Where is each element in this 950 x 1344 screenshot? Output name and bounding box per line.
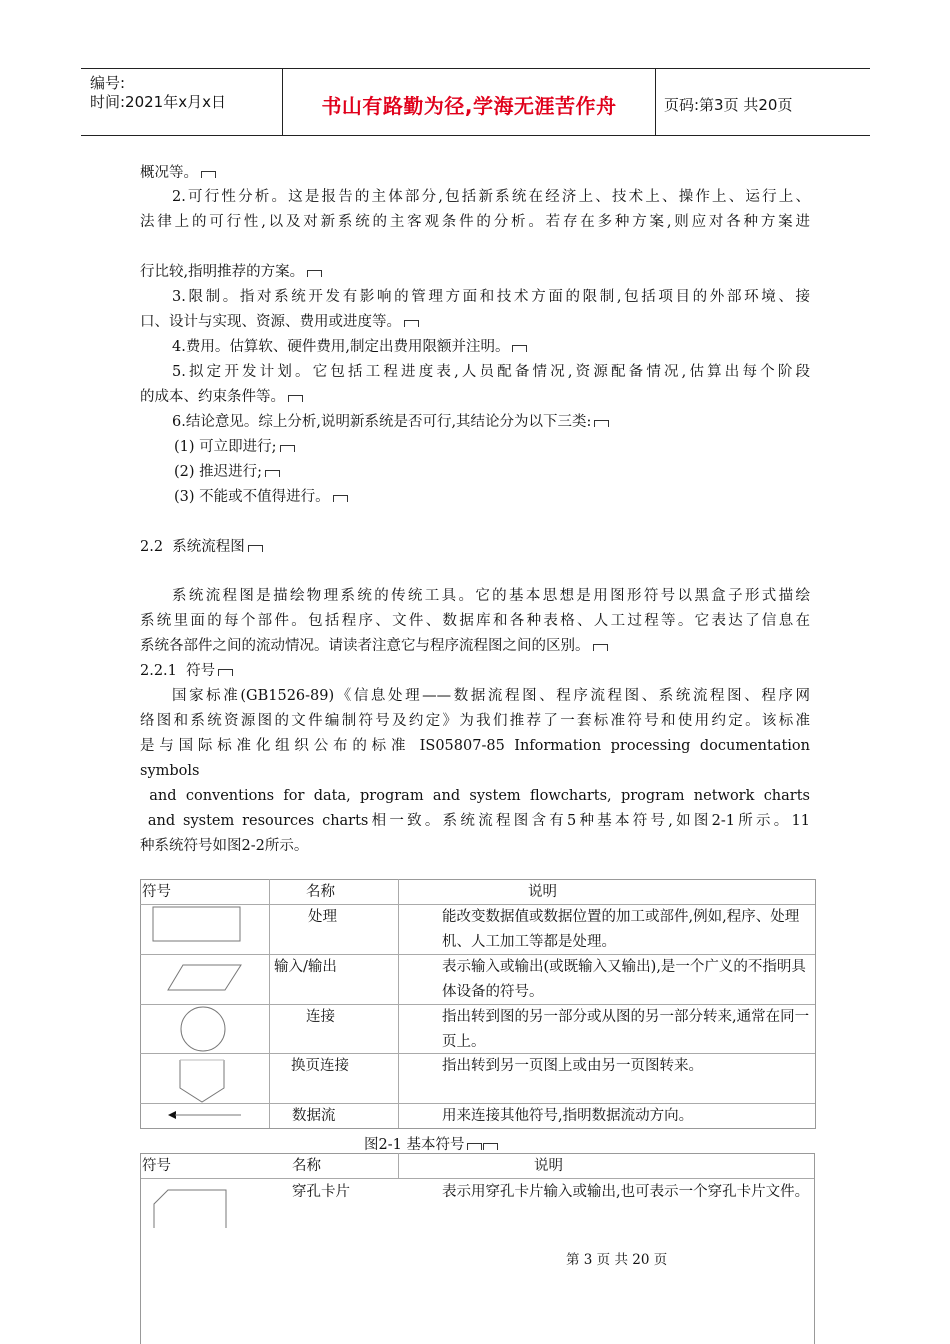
connector-circle-icon <box>178 1004 228 1054</box>
table-header-symbol: 符号 <box>142 884 171 900</box>
table-row-desc: 能改变数据值或数据位置的加工或部件,例如,程序、处理机、人工加工等都是处理。 <box>442 909 800 950</box>
header-motto: 书山有路勤为径,学海无涯苦作舟 <box>321 94 617 118</box>
paragraph-mark-icon <box>218 669 233 676</box>
paragraph-mark-icon <box>201 171 216 178</box>
table-row-desc: 指出转到图的另一部分或从图的另一部分转来,通常在同一页上。 <box>442 1009 810 1050</box>
paragraph-line: 口、设计与实现、资源、费用或进度等。 <box>140 313 419 331</box>
table-row-desc: 指出转到另一页图上或由另一页图转来。 <box>442 1058 703 1074</box>
paragraph-mark-icon <box>483 1143 498 1150</box>
io-parallelogram-icon <box>165 962 245 994</box>
paragraph-line: 种系统符号如图2-2所示。 <box>140 838 309 854</box>
header-divider-right <box>655 68 656 135</box>
doc-time-label: 时间:2021年x月x日 <box>90 93 226 111</box>
table-header-desc: 说明 <box>534 1158 563 1174</box>
paragraph-line: and system resources charts相一致。系统流程图含有5种基本符号,如图2-1所示。11 <box>140 813 810 829</box>
paragraph-mark-icon <box>404 320 419 327</box>
paragraph-line: 6.结论意见。综上分析,说明新系统是否可行,其结论分为以下三类: <box>172 413 609 431</box>
paragraph-mark-icon <box>594 420 609 427</box>
paragraph-line: 是与国际标准化组织公布的标准 IS05807-85 Information processing documentation <box>140 738 810 754</box>
paragraph-mark-icon <box>333 495 348 502</box>
table-header-name: 名称 <box>306 884 335 900</box>
table-row-desc: 表示用穿孔卡片输入或输出,也可表示一个穿孔卡片文件。 <box>442 1184 810 1200</box>
doc-number-label: 编号: <box>90 74 126 92</box>
table-row-name: 穿孔卡片 <box>292 1184 350 1200</box>
paragraph-mark-icon <box>593 644 608 651</box>
table-row-desc: 表示输入或输出(或既输入又输出),是一个广义的不指明具体设备的符号。 <box>442 959 806 1000</box>
table-row-name: 处理 <box>308 909 337 925</box>
paragraph-line: 的成本、约束条件等。 <box>140 388 303 406</box>
header-top-rule <box>81 68 870 69</box>
table-header-name: 名称 <box>292 1158 321 1174</box>
paragraph-mark-icon <box>288 395 303 402</box>
paragraph-mark-icon <box>512 345 527 352</box>
page-footer: 第 3 页 共 20 页 <box>566 1252 668 1268</box>
paragraph-line: symbols <box>140 763 200 779</box>
paragraph-line: 2.可行性分析。这是报告的主体部分,包括新系统在经济上、技术上、操作上、运行上、 <box>172 189 810 205</box>
list-item: (1) 可立即进行; <box>174 438 295 456</box>
table-row-name: 连接 <box>306 1009 335 1025</box>
table-header-symbol: 符号 <box>142 1158 171 1174</box>
list-item: (2) 推迟进行; <box>174 463 280 481</box>
row-divider <box>140 1178 815 1179</box>
paragraph-line: 法律上的可行性,以及对新系统的主客观条件的分析。若存在多种方案,则应对各种方案进 <box>140 214 810 230</box>
punched-card-icon <box>150 1186 230 1230</box>
paragraph-line: 系统各部件之间的流动情况。请读者注意它与程序流程图之间的区别。 <box>140 637 608 655</box>
header-page-info: 页码:第3页 共20页 <box>664 96 793 114</box>
header-bottom-rule <box>81 135 870 136</box>
column-divider <box>398 1153 399 1179</box>
table-right-border <box>814 1153 815 1344</box>
paragraph-mark-icon <box>280 445 295 452</box>
paragraph-mark-icon <box>307 270 322 277</box>
offpage-connector-icon <box>175 1058 235 1104</box>
table-row-name: 输入/输出 <box>274 959 337 975</box>
table-row-name: 数据流 <box>292 1108 336 1124</box>
table-header-desc: 说明 <box>528 884 557 900</box>
paragraph-mark-icon <box>467 1143 482 1150</box>
paragraph-line: 国家标准(GB1526-89)《信息处理——数据流程图、程序流程图、系统流程图、程序网 <box>172 688 810 704</box>
list-item: (3) 不能或不值得进行。 <box>174 488 348 506</box>
paragraph-line: 5.拟定开发计划。它包括工程进度表,人员配备情况,资源配备情况,估算出每个阶段 <box>172 364 810 380</box>
section-heading-2-2: 2.2 系统流程图 <box>140 538 263 556</box>
section-heading-2-2-1: 2.2.1 符号 <box>140 662 233 680</box>
paragraph-mark-icon <box>248 545 263 552</box>
paragraph-line: 行比较,指明推荐的方案。 <box>140 263 322 281</box>
figure-caption-2-1: 图2-1 基本符号 <box>364 1133 498 1154</box>
paragraph-line: 系统里面的每个部件。包括程序、文件、数据库和各种表格、人工过程等。它表达了信息在 <box>140 613 810 629</box>
dataflow-arrow-icon <box>165 1108 245 1122</box>
process-symbol-icon <box>150 905 245 945</box>
paragraph-line: 4.费用。估算软、硬件费用,制定出费用限额并注明。 <box>172 338 527 356</box>
paragraph-line: 概况等。 <box>140 164 216 182</box>
table-top-border <box>140 1153 815 1154</box>
paragraph-line: and conventions for data, program and system flowcharts, program network charts <box>140 788 810 804</box>
paragraph-line: 络图和系统资源图的文件编制符号及约定》为我们推荐了一套标准符号和使用约定。该标准 <box>140 713 810 729</box>
table-left-border <box>140 1153 141 1344</box>
paragraph-line: 3.限制。指对系统开发有影响的管理方面和技术方面的限制,包括项目的外部环境、接 <box>172 289 810 305</box>
table-row-name: 换页连接 <box>291 1058 349 1074</box>
table-row-desc: 用来连接其他符号,指明数据流动方向。 <box>442 1108 694 1124</box>
paragraph-line: 系统流程图是描绘物理系统的传统工具。它的基本思想是用图形符号以黑盒子形式描绘 <box>172 588 810 604</box>
paragraph-mark-icon <box>265 470 280 477</box>
